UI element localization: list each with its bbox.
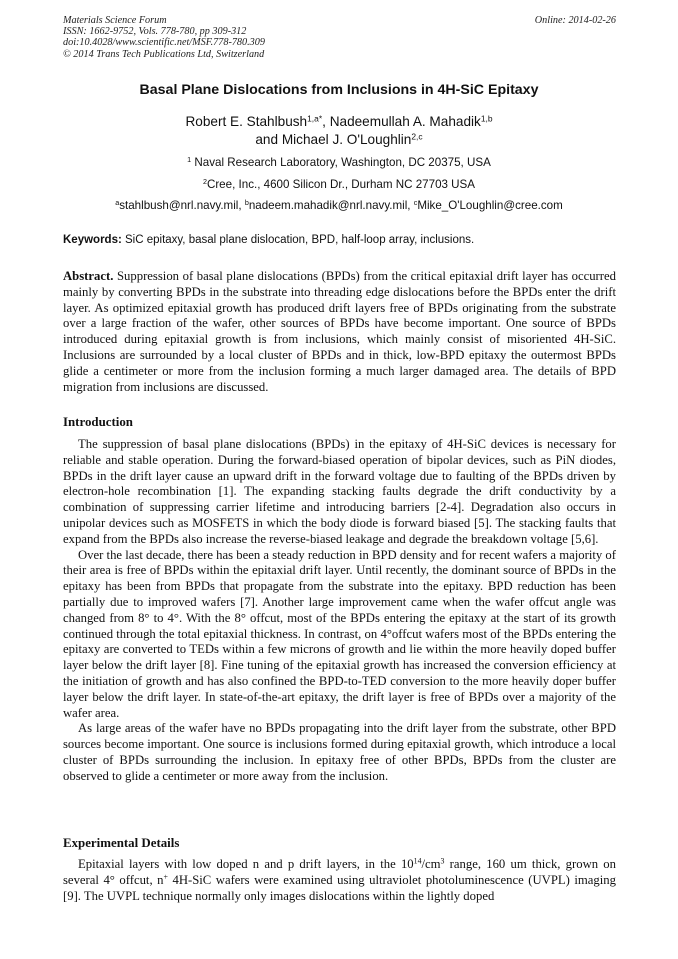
author-affiliation-mark: 1,b	[480, 113, 493, 124]
author-line-2	[40, 131, 638, 149]
affiliation-text: Naval Research Laboratory, Washington, DC 20375, USA	[191, 156, 491, 169]
affiliation-text: Cree, Inc., 4600 Silicon Dr., Durham NC 27703 USA	[206, 178, 476, 191]
superscript: +	[163, 872, 168, 882]
author-name: Michael J. O'Loughlin	[281, 132, 412, 147]
experimental-body	[63, 857, 616, 904]
author-affiliation-mark: 1,a*	[307, 113, 323, 124]
issn-line: ISSN: 1662-9752, Vols. 778-780, pp 309-312	[63, 26, 247, 38]
email-link[interactable]: Mike_O'Loughlin@cree.com	[417, 199, 563, 212]
author-conjunction: and	[255, 132, 282, 147]
superscript: 3	[440, 856, 445, 866]
paragraph	[63, 857, 616, 904]
keywords	[63, 234, 616, 246]
author-line-1	[40, 113, 638, 131]
email-mark: c	[413, 198, 418, 208]
section-heading-introduction: Introduction	[63, 415, 133, 429]
email-link[interactable]: nadeem.mahadik@nrl.navy.mil,	[248, 199, 414, 212]
paragraph: Over the last decade, there has been a steady reduction in BPD density and for recent wafers a majority of their area is free of BPDs within the epitaxial drift layer. Until recently, the dominant source of BPDs in the epitaxy has been from BPDs that propagate from the substrate into the epitaxy. BPD reduction has been partially due to improved wafers [7]. Another large improvement came when the wafer offcut angle was changed from 8° to 4°. With the 8° offcut, most of the BPDs entering the epitaxy at the start of its growth continued through the total epitaxial thickness. In contrast, on 4°offcut wafers most of the BPDs entering the epitaxy are converted to TEDs within a few microns of growth and lie within the more heavily doped buffer layer below the drift layer [8]. Fine tuning of the epitaxial growth has increased the conversion efficiency at the initiation of growth and has also confined the BPD-to-TED conversion to the more heavily doper buffer layer below the drift layer. In state-of-the-art epitaxy, the drift layer is free of BPDs over a majority of the wafer area.	[63, 547, 616, 720]
keywords-text: SiC epitaxy, basal plane dislocation, BPD, half-loop array, inclusions.	[121, 234, 475, 246]
email-link[interactable]: stahlbush@nrl.navy.mil,	[119, 199, 245, 212]
text-run: /cm	[421, 857, 441, 871]
affiliation-2	[40, 178, 638, 191]
introduction-body	[63, 437, 616, 785]
copyright-line: © 2014 Trans Tech Publications Ltd, Switzerland	[63, 48, 265, 60]
author-separator: ,	[322, 114, 330, 129]
paragraph: As large areas of the wafer have no BPDs propagating into the drift layer from the substrate, other BPD sources become important. One source is inclusions formed during epitaxial growth, which introduce a local cluster of BPDs surrounding the inclusion. In epitaxy free of other BPDs, BPDs from the cluster are observed to glide a centimeter or more away from the inclusion.	[63, 721, 616, 783]
email-mark: b	[244, 198, 249, 208]
abstract-label: Abstract.	[63, 269, 114, 283]
superscript: 14	[413, 856, 422, 866]
text-run: 4H-SiC wafers were examined using ultraviolet photoluminescence (UVPL) imaging [9]. The UVPL technique normally only images dislocations within the lightly doped	[63, 872, 616, 903]
doi-line: doi:10.4028/www.scientific.net/MSF.778-780.309	[63, 37, 265, 49]
affiliation-mark: 1	[187, 155, 192, 165]
author-affiliation-mark: 2,c	[411, 131, 423, 142]
email-mark: a	[115, 198, 120, 208]
section-heading-experimental: Experimental Details	[63, 836, 180, 850]
journal-name: Materials Science Forum	[63, 15, 167, 26]
author-name: Robert E. Stahlbush	[185, 114, 308, 129]
paragraph: The suppression of basal plane dislocations (BPDs) in the epitaxy of 4H-SiC devices is necessary for reliable and stable operation. During the forward-biased operation of bipolar devices, such as PiN diodes, BPDs in the drift layer cause an upward drift in the forward voltage due to faulting of the BPDs driven by electron-hole recombination [1]. The expanding stacking faults degrade the drift conductivity by a combination of suppressing carrier lifetime and introducing barriers [2-4]. Degradation also occurs in unipolar devices such as MOSFETS in which the body diode is forward biased [5]. The stacking faults that expand from the BPDs also increase the reverse-biased leakage and degrade the breakdown voltage [5,6].	[63, 437, 616, 546]
author-name: Nadeemullah A. Mahadik	[329, 114, 481, 129]
text-run: Epitaxial layers with low doped n and p drift layers, in the 10	[78, 857, 414, 871]
abstract	[63, 269, 616, 395]
abstract-text: Suppression of basal plane dislocations (BPDs) from the critical epitaxial drift layer has occurred mainly by converting BPDs in the substrate into threading edge dislocations before the BPDs enter the drift layer. As optimized epitaxial growth has produced drift layers free of BPDs originating from the substrate over a large fraction of the wafer, other sources of BPDs have become important. One source of BPDs introduced during epitaxial growth is from inclusions, which mainly consist of misoriented 4H-SiC. Inclusions are surrounded by a local cluster of BPDs and in thick, low-BPD epitaxy the outermost BPDs glide a centimeter or more from the inclusion forming a much larger damaged area. The details of BPD migration from inclusions are discussed.	[63, 269, 616, 394]
running-header	[63, 15, 616, 60]
affiliation-1	[40, 156, 638, 169]
keywords-label: Keywords:	[63, 234, 122, 246]
affiliation-mark: 2	[202, 177, 207, 187]
paper-title: Basal Plane Dislocations from Inclusions in 4H-SiC Epitaxy	[139, 82, 539, 98]
text-run: range, 160 um thick, grown on several 4° offcut, n	[63, 857, 616, 887]
author-emails	[40, 199, 638, 212]
author-list	[40, 113, 638, 149]
online-date: Online: 2014-02-26	[534, 15, 616, 26]
